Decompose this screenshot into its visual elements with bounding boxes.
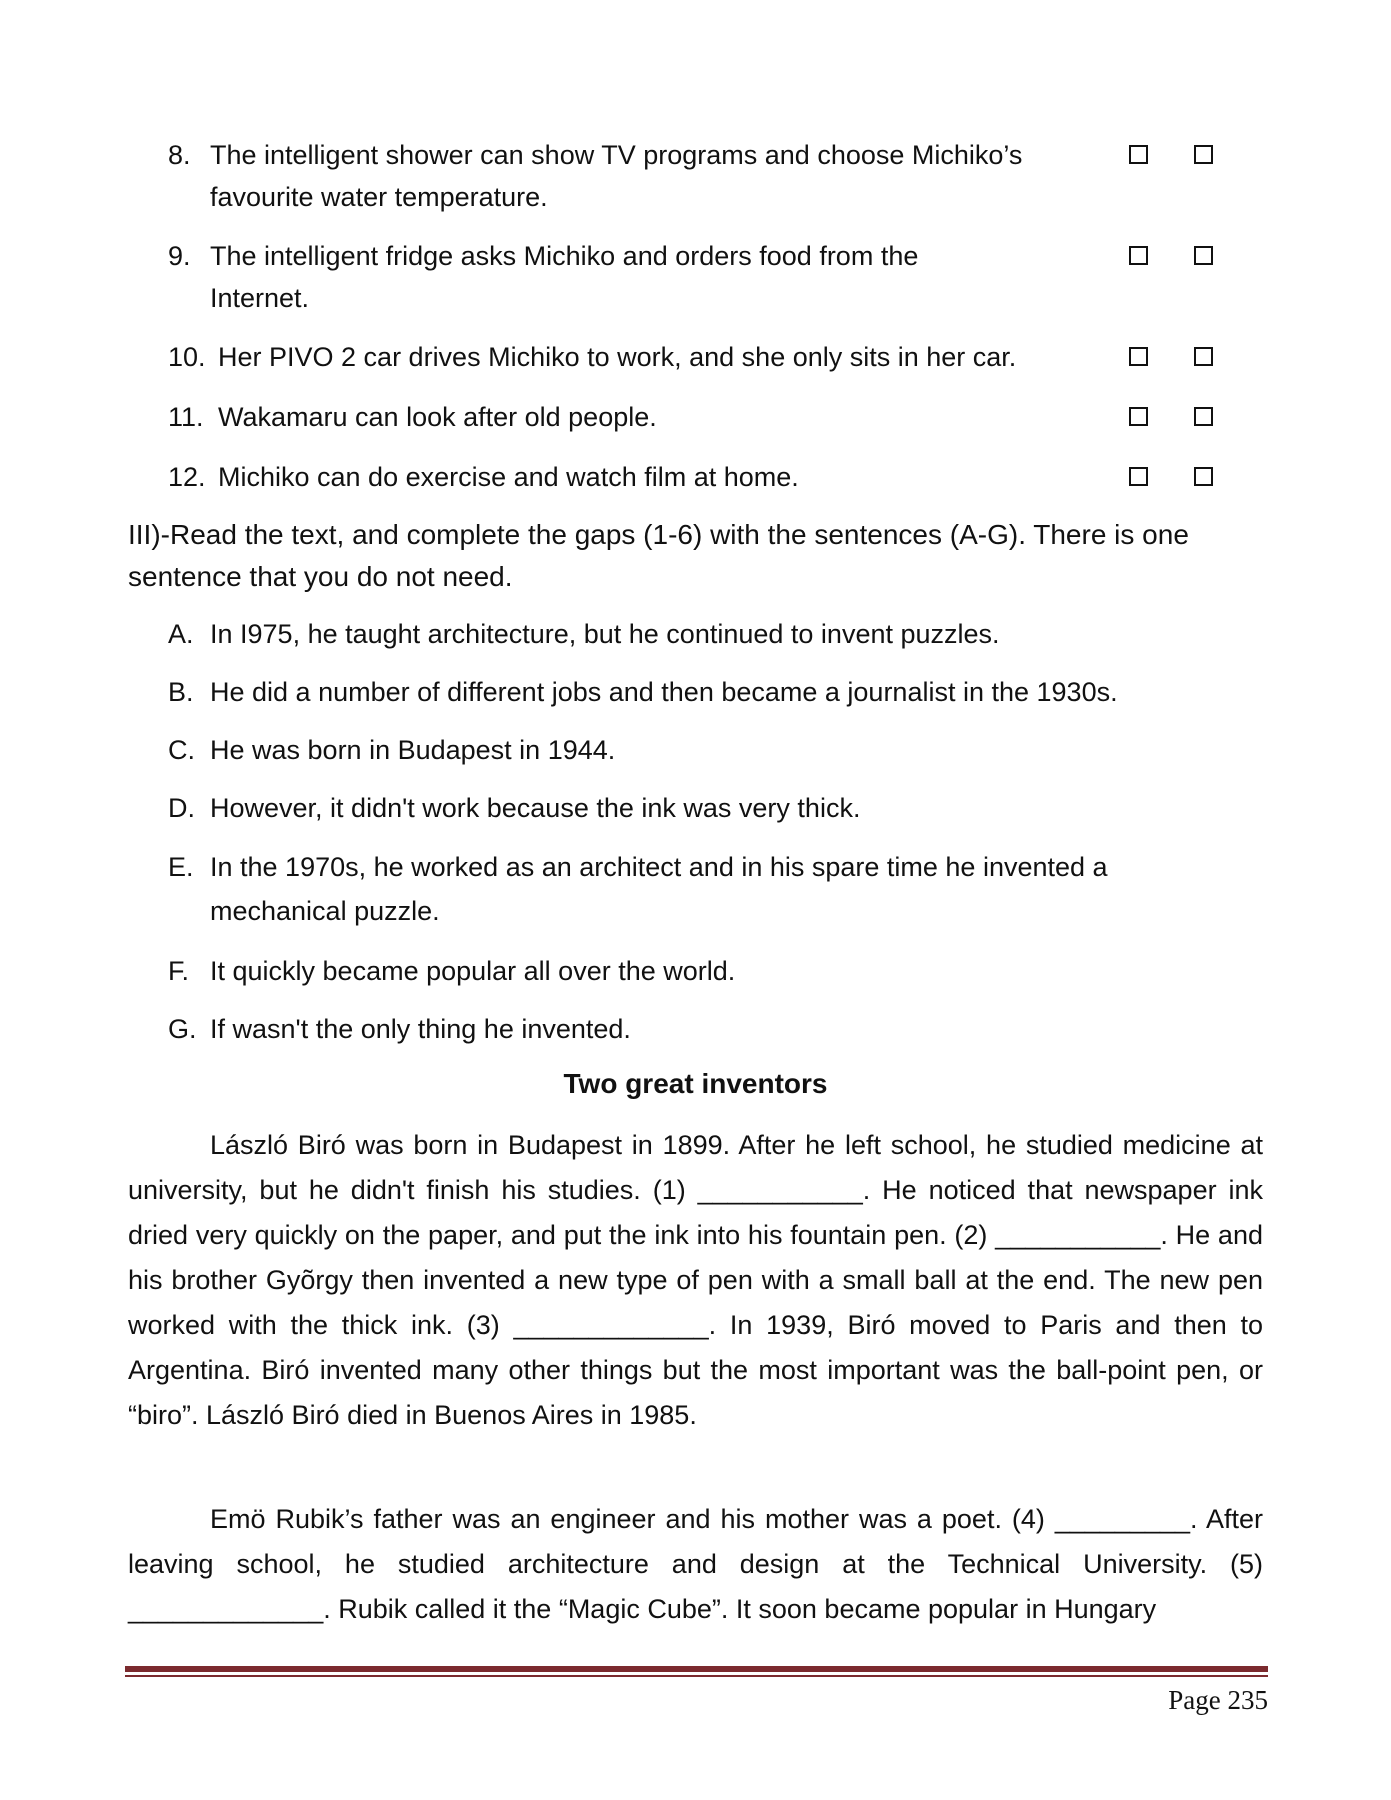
- false-checkbox[interactable]: [1194, 407, 1213, 426]
- option-letter: B.: [168, 677, 194, 707]
- option-letter: D.: [168, 793, 195, 823]
- footer-divider: [125, 1666, 1268, 1672]
- option-letter: C.: [168, 735, 195, 765]
- false-checkbox[interactable]: [1194, 246, 1213, 265]
- false-checkbox[interactable]: [1194, 145, 1213, 164]
- option-letter: G.: [168, 1014, 197, 1044]
- item-number: 9.: [168, 241, 191, 271]
- item-number: 8.: [168, 140, 191, 170]
- section-instructions: III)-Read the text, and complete the gaps (1-6) with the sentences (A-G). There is one sentence that you do not need.: [128, 519, 1189, 592]
- true-checkbox[interactable]: [1129, 145, 1148, 164]
- option-letter: F.: [168, 956, 190, 986]
- item-statement: Wakamaru can look after old people.: [218, 402, 657, 432]
- item-statement: Michiko can do exercise and watch film at home.: [218, 462, 799, 492]
- option-text: If wasn't the only thing he invented.: [210, 1014, 631, 1044]
- option-text: In the 1970s, he worked as an architect and in his spare time he invented a mechanical puzzle.: [210, 852, 1108, 926]
- footer-divider-thin: [125, 1675, 1268, 1677]
- true-checkbox[interactable]: [1129, 407, 1148, 426]
- option-text: He was born in Budapest in 1944.: [210, 735, 616, 765]
- passage-paragraph-biro: László Biró was born in Budapest in 1899. After he left school, he studied medicine at university, but he didn't finish his studies. (1) ___________. He noticed that newspaper ink dried very quickly on the paper, and put the ink into his fountain pen. (2) ___________. He and his brother Gyõrgy then invented a new type of pen with a small ball at the end. The new pen worked with the thick ink. (3) _____________. In 1939, Biró moved to Paris and then to Argentina. Biró invented many other things but the most important was the ball-point pen, or “biro”. László Biró died in Buenos Aires in 1985.: [128, 1130, 1263, 1430]
- false-checkbox[interactable]: [1194, 467, 1213, 486]
- page-number: Page 235: [1168, 1685, 1268, 1715]
- item-statement: The intelligent shower can show TV programs and choose Michiko’s favourite water temperature.: [210, 140, 1023, 212]
- true-checkbox[interactable]: [1129, 246, 1148, 265]
- option-text: It quickly became popular all over the world.: [210, 956, 736, 986]
- option-text: In I975, he taught architecture, but he continued to invent puzzles.: [210, 619, 1000, 649]
- passage-heading: Two great inventors: [563, 1068, 828, 1099]
- passage-paragraph-rubik: Emö Rubik’s father was an engineer and his mother was a poet. (4) _________. After leaving school, he studied architecture and design at the Technical University. (5) _____________. Rubik called it the “Magic Cube”. It soon became popular in Hungary: [128, 1504, 1263, 1624]
- option-letter: E.: [168, 852, 194, 882]
- item-statement: The intelligent fridge asks Michiko and orders food from the Internet.: [210, 241, 919, 313]
- option-letter: A.: [168, 619, 194, 649]
- item-number: 11.: [168, 402, 204, 432]
- item-number: 10.: [168, 342, 206, 372]
- option-text: He did a number of different jobs and then became a journalist in the 1930s.: [210, 677, 1118, 707]
- false-checkbox[interactable]: [1194, 347, 1213, 366]
- true-checkbox[interactable]: [1129, 467, 1148, 486]
- option-text: However, it didn't work because the ink was very thick.: [210, 793, 861, 823]
- true-checkbox[interactable]: [1129, 347, 1148, 366]
- item-number: 12.: [168, 462, 206, 492]
- item-statement: Her PIVO 2 car drives Michiko to work, and she only sits in her car.: [218, 342, 1017, 372]
